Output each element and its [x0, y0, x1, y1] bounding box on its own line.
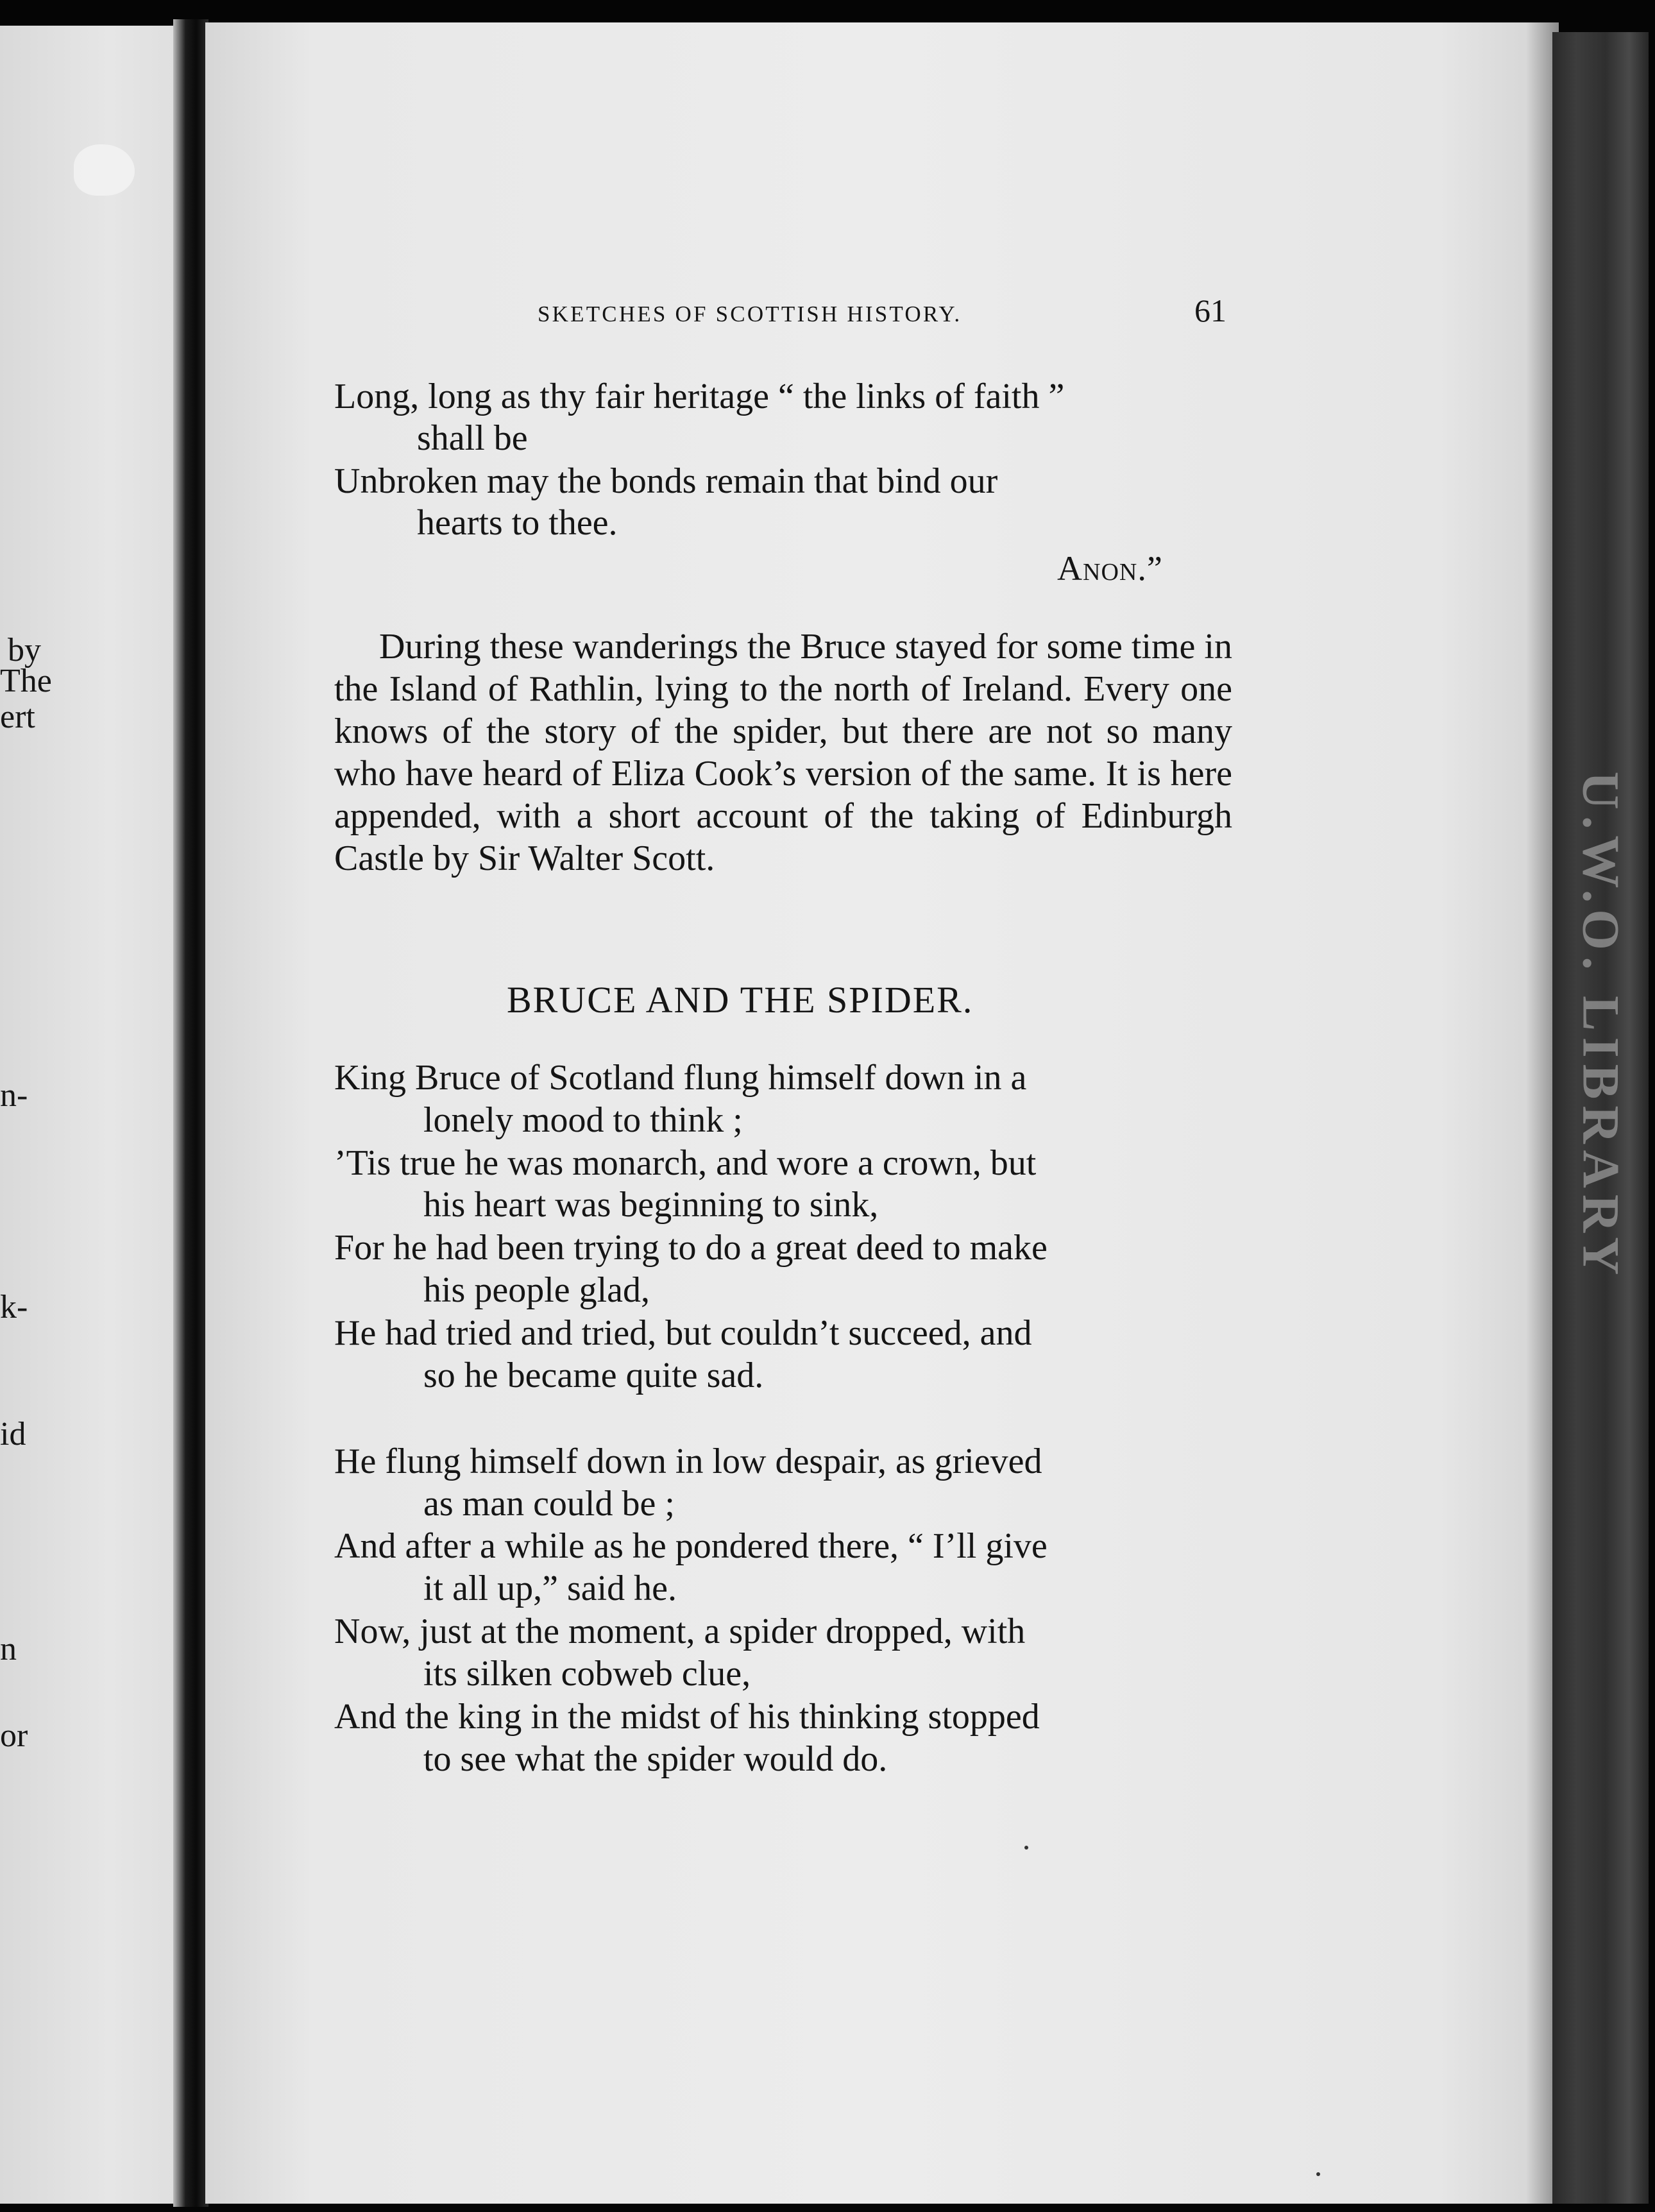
poem-line: Now, just at the moment, a spider dropped, with [334, 1612, 1026, 1651]
verse-line: shall be [417, 418, 528, 458]
poem-line: ’Tis true he was monarch, and wore a crown, but [334, 1143, 1037, 1183]
verse-line-text: Long, long as thy fair heritage “ the links of faith ” [334, 377, 1065, 416]
verse-line-text: Unbroken may the bonds remain that bind our [334, 461, 998, 501]
poem-line: its silken cobweb clue, [423, 1654, 751, 1694]
print-speck [1316, 2172, 1320, 2176]
verse-attribution: Anon.” [1057, 549, 1163, 588]
previous-page-fragment: or [0, 1717, 28, 1754]
current-page [205, 22, 1546, 2204]
previous-page-fragment: k- [0, 1289, 28, 1325]
previous-page-fragment: id [0, 1416, 26, 1452]
poem-line: And the king in the midst of his thinking stopped [334, 1697, 1040, 1737]
poem-line: And after a while as he pondered there, “ I’ll give [334, 1526, 1048, 1566]
print-speck [1024, 1846, 1028, 1850]
previous-page-fragment: n- [0, 1077, 28, 1114]
poem-line: so he became quite sad. [423, 1356, 764, 1395]
previous-page-fragment: The [0, 663, 52, 699]
previous-page-fragment: ert [0, 699, 35, 735]
verse-line [334, 463, 1232, 499]
poem-line: his heart was beginning to sink, [423, 1185, 879, 1225]
previous-page-fragment: by [8, 632, 41, 668]
book-gutter [173, 19, 208, 2207]
poem-line: King Bruce of Scotland flung himself down in a [334, 1058, 1027, 1098]
spine-label: U.W.O. LIBRARY [1572, 771, 1631, 1282]
body-paragraph: During these wanderings the Bruce stayed for some time in the Island of Rathlin, lying to the north of Ireland. Every one knows of the story of the spider, but there are not so many who have heard of Eliza Cook’s version of the same. It is here appended, with a short account of the taking of Edinburgh Castle by Sir Walter Scott. [334, 627, 1232, 878]
poem-line: He had tried and tried, but couldn’t succeed, and [334, 1313, 1032, 1353]
previous-page-fragment: n [0, 1631, 17, 1667]
poem-line: to see what the spider would do. [423, 1739, 888, 1779]
verse-line: hearts to thee. [417, 503, 618, 543]
poem-line: He flung himself down in low despair, as grieved [334, 1442, 1042, 1481]
paper-fleck [74, 144, 135, 196]
poem-line: For he had been trying to do a great deed to make [334, 1228, 1048, 1268]
previous-page [0, 26, 183, 2204]
verse-line [334, 379, 1232, 414]
poem-title: BRUCE AND THE SPIDER. [507, 979, 974, 1021]
poem-line: his people glad, [423, 1270, 650, 1310]
poem-line: lonely mood to think ; [423, 1100, 743, 1140]
poem-line: it all up,” said he. [423, 1569, 677, 1608]
running-header: SKETCHES OF SCOTTISH HISTORY. [538, 302, 962, 327]
poem-line: as man could be ; [423, 1484, 675, 1524]
page-number: 61 [1194, 293, 1226, 328]
spine-library-stamp [1565, 192, 1636, 1860]
